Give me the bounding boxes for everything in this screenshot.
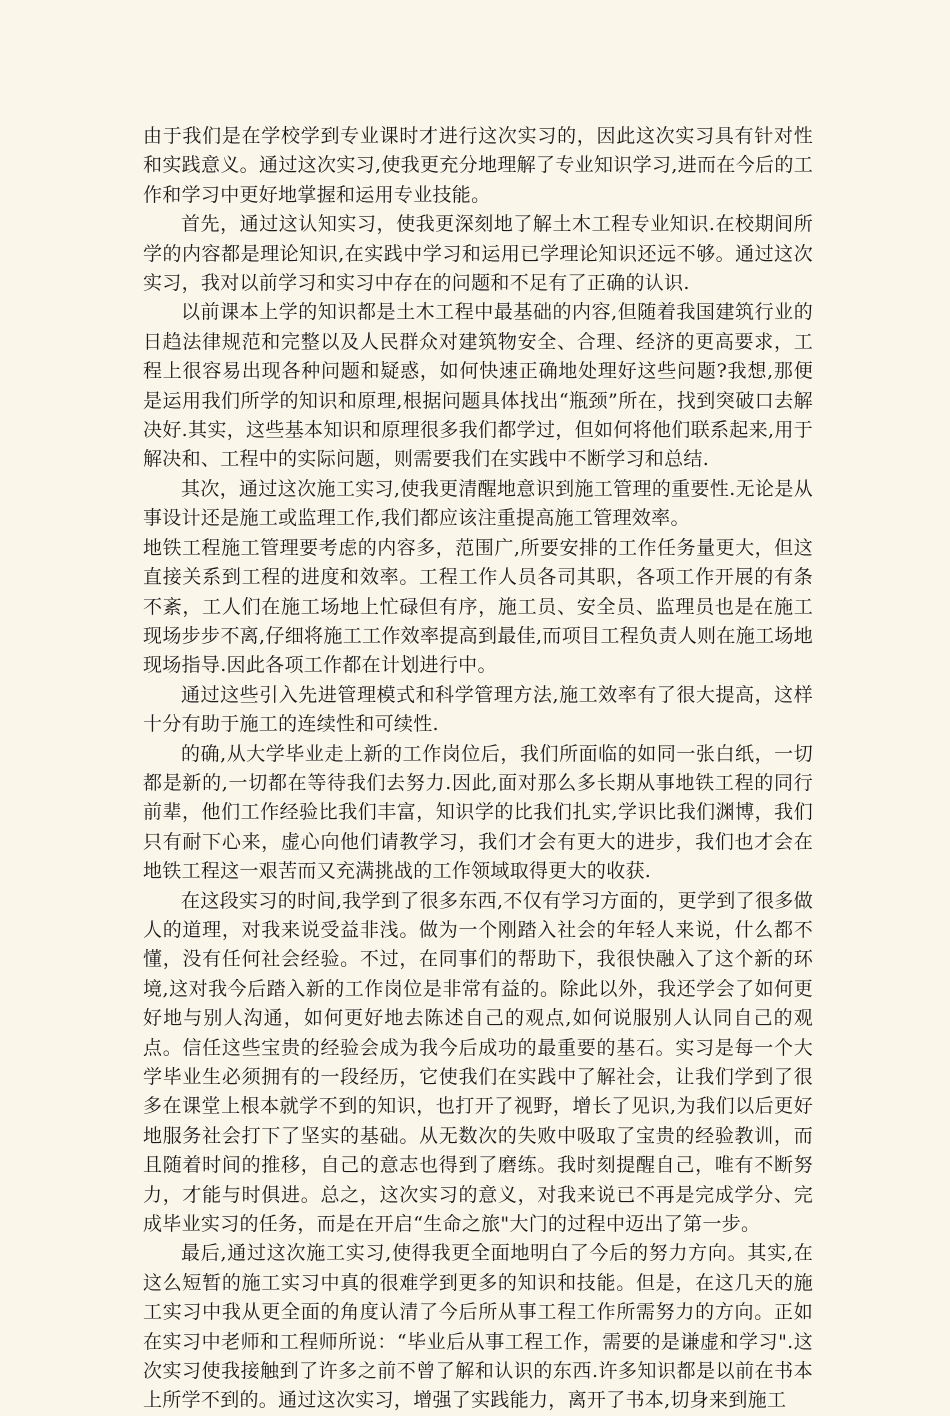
paragraph-8: 在这段实习的时间,我学到了很多东西,不仅有学习方面的，更学到了很多做人的道理，对我来说受益非浅。做为一个刚踏入社会的年轻人来说，什么都不懂，没有任何社会经验。不过，在同事们的帮助下，我很快融入了这个新的环境,这对我今后踏入新的工作岗位是非常有益的。除此以外，我还学会了如何更好地与别人沟通，如何更好地去陈述自己的观点,如何说服别人认同自己的观点。信任这些宝贵的经验会成为我今后成功的最重要的基石。实习是每一个大学毕业生必须拥有的一段经历，它使我们在实践中了解社会，让我们学到了很多在课堂上根本就学不到的知识，也打开了视野，增长了见识,为我们以后更好地服务社会打下了坚实的基础。从无数次的失败中吸取了宝贵的经验教训，而且随着时间的推移，自己的意志也得到了磨练。我时刻提醒自己，唯有不断努力，才能与时俱进。总之，这次实习的意义，对我来说已不再是完成学分、完成毕业实习的任务，而是在开启“生命之旅"大门的过程中迈出了第一步。	[143, 889, 813, 1236]
paragraph-1: 由于我们是在学校学到专业课时才进行这次实习的，因此这次实习具有针对性和实践意义。通过这次实习,使我更充分地理解了专业知识学习,进而在今后的工作和学习中更好地掌握和运用专业技能。	[143, 125, 813, 206]
document-body	[143, 122, 813, 1416]
paragraph-2: 首先，通过这认知实习，使我更深刻地了解土木工程专业知识.在校期间所学的内容都是理论知识,在实践中学习和运用已学理论知识还远不够。通过这次实习，我对以前学习和实习中存在的问题和不足有了正确的认识.	[143, 213, 813, 295]
paragraph-9: 最后,通过这次施工实习,使得我更全面地明白了今后的努力方向。其实,在这么短暂的施工实习中真的很难学到更多的知识和技能。但是，在这几天的施工实习中我从更全面的角度认清了今后所从事工程工作所需努力的方向。正如在实习中老师和工程师所说：“毕业后从事工程工作，需要的是谦虚和学习".这次实习使我接触到了许多之前不曾了解和认识的东西.许多知识都是以前在书本上所学不到的。通过这次实习，增强了实践能力，离开了书本,切身来到施工	[143, 1242, 813, 1412]
paragraph-6: 通过这些引入先进管理模式和科学管理方法,施工效率有了很大提高，这样十分有助于施工的连续性和可续性.	[143, 683, 813, 736]
paragraph-5: 地铁工程施工管理要考虑的内容多，范围广,所要安排的工作任务量更大，但这直接关系到工程的进度和效率。工程工作人员各司其职，各项工作开展的有条不紊，工人们在施工场地上忙碌但有序，施工员、安全员、监理员也是在施工现场步步不离,仔细将施工工作效率提高到最佳,而项目工程负责人则在施工场地现场指导.因此各项工作都在计划进行中。	[143, 536, 813, 677]
paragraph-7: 的确,从大学毕业走上新的工作岗位后，我们所面临的如同一张白纸，一切都是新的,一切都在等待我们去努力.因此,面对那么多长期从事地铁工程的同行前辈，他们工作经验比我们丰富，知识学的比我们扎实,学识比我们渊博，我们只有耐下心来，虚心向他们请教学习，我们才会有更大的进步，我们也才会在地铁工程这一艰苦而又充满挑战的工作领域取得更大的收获.	[143, 742, 813, 883]
paragraph-3: 以前课本上学的知识都是土木工程中最基础的内容,但随着我国建筑行业的日趋法律规范和完整以及人民群众对建筑物安全、合理、经济的更高要求，工程上很容易出现各种问题和疑惑，如何快速正确地处理好这些问题?我想,那便是运用我们所学的知识和原理,根据问题具体找出“瓶颈”所在，找到突破口去解决好.其实，这些基本知识和原理很多我们都学过，但如何将他们联系起来,用于解决和、工程中的实际问题，则需要我们在实践中不断学习和总结.	[143, 301, 813, 471]
paragraph-4: 其次，通过这次施工实习,使我更清醒地意识到施工管理的重要性.无论是从事设计还是施工或监理工作,我们都应该注重提高施工管理效率。	[143, 477, 813, 530]
